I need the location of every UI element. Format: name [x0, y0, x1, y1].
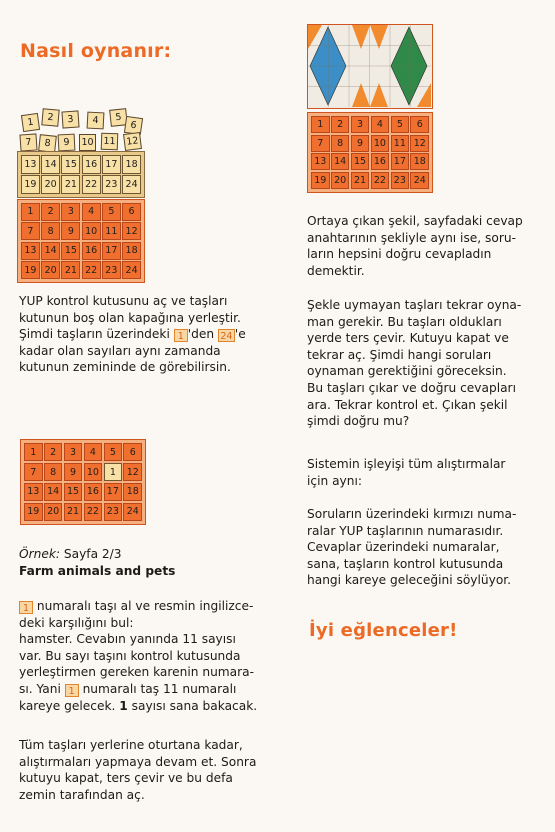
text-span: kareye gelecek. — [19, 698, 120, 713]
text-span: numaralı taşı al ve resmin ingilizce- — [33, 599, 254, 613]
grid-cell: 21 — [61, 175, 80, 194]
instructions-paragraph-2 — [19, 598, 294, 714]
grid-cell: 22 — [82, 261, 101, 279]
text-line: şimdi doğru mu? — [307, 414, 410, 429]
grid-cell: 11 — [391, 135, 410, 152]
grid-cell: 24 — [122, 175, 141, 194]
text-span: sayısı sana bakacak. — [127, 698, 258, 713]
loose-number-tile: 8 — [38, 134, 57, 153]
grid-cell: 21 — [64, 503, 83, 521]
example-grid — [20, 439, 146, 525]
loose-number-tile: 11 — [101, 133, 119, 151]
grid-cell: 12 — [123, 463, 142, 481]
grid-cell: 23 — [391, 172, 410, 189]
text-line: anahtarının şekliyle aynı ise, soru- — [307, 230, 516, 245]
grid-cell: 15 — [61, 242, 80, 260]
grid-cell: 20 — [41, 261, 60, 279]
grid-cell: 17 — [102, 242, 121, 260]
grid-cell: 2 — [331, 116, 350, 133]
grid-cell: 6 — [410, 116, 429, 133]
text-line: YUP kontrol kutusunu aç ve taşları — [19, 294, 228, 308]
text-line: deki karşılığını bul: — [19, 615, 134, 630]
loose-number-tile: 10 — [79, 134, 96, 151]
grid-cell: 1 — [24, 443, 43, 461]
grid-cell: 16 — [84, 483, 103, 501]
text-line: var. Bu sayı taşını kontrol kutusunda — [19, 648, 241, 663]
loose-number-tile: 2 — [41, 108, 59, 126]
grid-cell: 20 — [331, 172, 350, 189]
tiles-on-lid-figure — [17, 106, 145, 201]
loose-number-tile: 9 — [58, 134, 76, 152]
grid-cell: 22 — [82, 175, 101, 194]
example-source — [19, 546, 299, 563]
text-line: kutunun boş olan kapağına yerleştir. — [19, 310, 241, 325]
text-line — [19, 326, 289, 343]
text-line: sana, taşların kontrol kutusunda — [307, 556, 504, 571]
grid-cell: 16 — [371, 153, 390, 170]
loose-number-tile: 7 — [19, 133, 37, 151]
loose-number-tile: 1 — [21, 113, 40, 132]
number-tile-chip: 1 — [174, 329, 188, 342]
example-page: Sayfa 2/3 — [60, 547, 122, 561]
text-line: alıştırmaları yapmaya devam et. Sonra — [19, 754, 257, 769]
filled-lid-grid — [17, 151, 145, 198]
text-line: ların hepsini doğru cevapladın — [307, 247, 492, 262]
grid-cell: 22 — [371, 172, 390, 189]
grid-cell: 9 — [351, 135, 370, 152]
example-title: Farm animals and pets — [19, 563, 176, 578]
solution-pattern-lid — [307, 24, 433, 109]
text-span: 'den — [187, 327, 218, 342]
grid-cell: 8 — [331, 135, 350, 152]
grid-cell: 13 — [21, 242, 40, 260]
grid-cell: 17 — [104, 483, 123, 501]
loose-number-tile: 5 — [109, 108, 128, 127]
text-span: Şimdi taşların üzerindeki — [19, 327, 174, 342]
grid-cell: 21 — [61, 261, 80, 279]
example-label: Örnek: — [19, 547, 60, 561]
text-line: Şekle uymayan taşları tekrar oyna- — [307, 298, 522, 312]
grid-cell: 12 — [410, 135, 429, 152]
text-line: yerde ters çevir. Kutuyu kapat ve — [307, 331, 509, 346]
right-paragraph-3 — [307, 456, 547, 489]
bold-number: 1 — [119, 698, 128, 713]
control-box-base-grid-right — [307, 112, 433, 193]
grid-cell: 19 — [311, 172, 330, 189]
grid-cell: 5 — [104, 443, 123, 461]
grid-cell: 18 — [122, 155, 141, 174]
grid-cell: 18 — [410, 153, 429, 170]
text-line: Cevaplar üzerindeki numaralar, — [307, 540, 500, 555]
text-line — [19, 681, 294, 698]
grid-cell: 18 — [122, 242, 141, 260]
text-line: yerleştirmen gereken karenin numara- — [19, 665, 255, 680]
grid-cell: 17 — [391, 153, 410, 170]
grid-cell: 3 — [61, 203, 80, 221]
grid-cell: 19 — [21, 175, 40, 194]
text-span: numaralı taş 11 numaralı — [78, 681, 237, 696]
grid-cell: 9 — [61, 222, 80, 240]
grid-cell: 4 — [371, 116, 390, 133]
loose-number-tile: 4 — [87, 112, 105, 130]
loose-number-tile: 12 — [123, 132, 142, 151]
grid-cell: 4 — [84, 443, 103, 461]
grid-cell: 7 — [311, 135, 330, 152]
grid-cell: 1 — [311, 116, 330, 133]
section-heading: Nasıl oynanır: — [20, 40, 172, 62]
grid-cell: 11 — [102, 222, 121, 240]
grid-cell: 19 — [21, 261, 40, 279]
grid-cell: 20 — [44, 503, 63, 521]
closing-heading: İyi eğlenceler! — [309, 620, 458, 641]
diamond-pattern-graphic — [308, 25, 431, 107]
loose-number-tile: 6 — [124, 116, 143, 135]
grid-cell: 3 — [64, 443, 83, 461]
text-line: ralar YUP taşlarının numarasıdır. — [307, 523, 504, 538]
control-box-base-grid — [17, 199, 145, 283]
grid-cell: 10 — [82, 222, 101, 240]
text-line: demektir. — [307, 263, 365, 278]
grid-cell: 13 — [311, 153, 330, 170]
grid-cell: 2 — [41, 203, 60, 221]
text-line: kutuyu kapat, ters çevir ve bu defa — [19, 771, 233, 786]
grid-cell: 12 — [122, 222, 141, 240]
grid-cell: 22 — [84, 503, 103, 521]
text-line: için aynı: — [307, 473, 362, 488]
text-line: tekrar aç. Şimdi hangi soruları — [307, 347, 492, 362]
text-line: ara. Tekrar kontrol et. Çıkan şekil — [307, 397, 508, 412]
grid-cell: 4 — [82, 203, 101, 221]
grid-cell: 24 — [122, 261, 141, 279]
grid-cell: 9 — [64, 463, 83, 481]
grid-cell: 15 — [351, 153, 370, 170]
grid-cell: 24 — [410, 172, 429, 189]
right-paragraph-4 — [307, 506, 547, 589]
grid-cell: 14 — [331, 153, 350, 170]
text-line: kadar olan sayıları aynı zamanda — [19, 343, 221, 358]
grid-cell: 14 — [41, 155, 60, 174]
text-line: man gerekir. Bu taşları oldukları — [307, 314, 502, 329]
grid-cell: 3 — [351, 116, 370, 133]
grid-cell: 15 — [64, 483, 83, 501]
instructions-paragraph-1 — [19, 293, 289, 376]
grid-cell: 8 — [44, 463, 63, 481]
grid-cell: 16 — [82, 242, 101, 260]
grid-cell: 7 — [24, 463, 43, 481]
text-line: Soruların üzerindeki kırmızı numa- — [307, 507, 517, 521]
grid-cell: 24 — [123, 503, 142, 521]
grid-cell: 6 — [123, 443, 142, 461]
text-line: Ortaya çıkan şekil, sayfadaki cevap — [307, 214, 523, 228]
text-line — [19, 598, 294, 615]
grid-cell: 23 — [104, 503, 123, 521]
instructions-paragraph-3 — [19, 737, 294, 803]
grid-cell: 20 — [41, 175, 60, 194]
text-line: zemin tarafından aç. — [19, 787, 145, 802]
number-tile-chip: 24 — [218, 329, 235, 342]
grid-cell: 23 — [102, 261, 121, 279]
grid-cell: 14 — [44, 483, 63, 501]
loose-number-tile: 3 — [61, 110, 79, 128]
grid-cell: 18 — [123, 483, 142, 501]
text-line: Bu taşları çıkar ve doğru cevapları — [307, 380, 516, 395]
right-paragraph-1 — [307, 213, 547, 279]
text-line: Sistemin işleyişi tüm alıştırmalar — [307, 457, 506, 471]
text-line: Tüm taşları yerlerine oturtana kadar, — [19, 738, 243, 752]
grid-cell: 16 — [82, 155, 101, 174]
text-span: sı. Yani — [19, 681, 65, 696]
text-line: kutunun zemininde de görebilirsin. — [19, 360, 231, 375]
grid-cell: 5 — [102, 203, 121, 221]
grid-cell: 7 — [21, 222, 40, 240]
grid-cell: 21 — [351, 172, 370, 189]
text-line: hangi kareye geleceğini söylüyor. — [307, 573, 512, 588]
grid-cell: 17 — [102, 155, 121, 174]
grid-cell: 15 — [61, 155, 80, 174]
example-caption — [19, 546, 299, 579]
grid-cell: 1 — [104, 463, 123, 481]
grid-cell: 13 — [21, 155, 40, 174]
grid-cell: 8 — [41, 222, 60, 240]
grid-cell: 1 — [21, 203, 40, 221]
grid-cell: 6 — [122, 203, 141, 221]
number-tile-chip: 1 — [65, 684, 79, 697]
text-line: hamster. Cevabın yanında 11 sayısı — [19, 632, 236, 647]
grid-cell: 19 — [24, 503, 43, 521]
right-paragraph-2 — [307, 297, 547, 430]
grid-cell: 14 — [41, 242, 60, 260]
grid-cell: 5 — [391, 116, 410, 133]
grid-cell: 13 — [24, 483, 43, 501]
grid-cell: 10 — [84, 463, 103, 481]
text-line — [19, 698, 294, 715]
grid-cell: 23 — [102, 175, 121, 194]
text-line: oynaman gerektiğini göreceksin. — [307, 364, 507, 379]
grid-cell: 2 — [44, 443, 63, 461]
grid-cell: 10 — [371, 135, 390, 152]
number-tile-chip: 1 — [19, 601, 33, 614]
text-span: 'e — [234, 327, 246, 342]
